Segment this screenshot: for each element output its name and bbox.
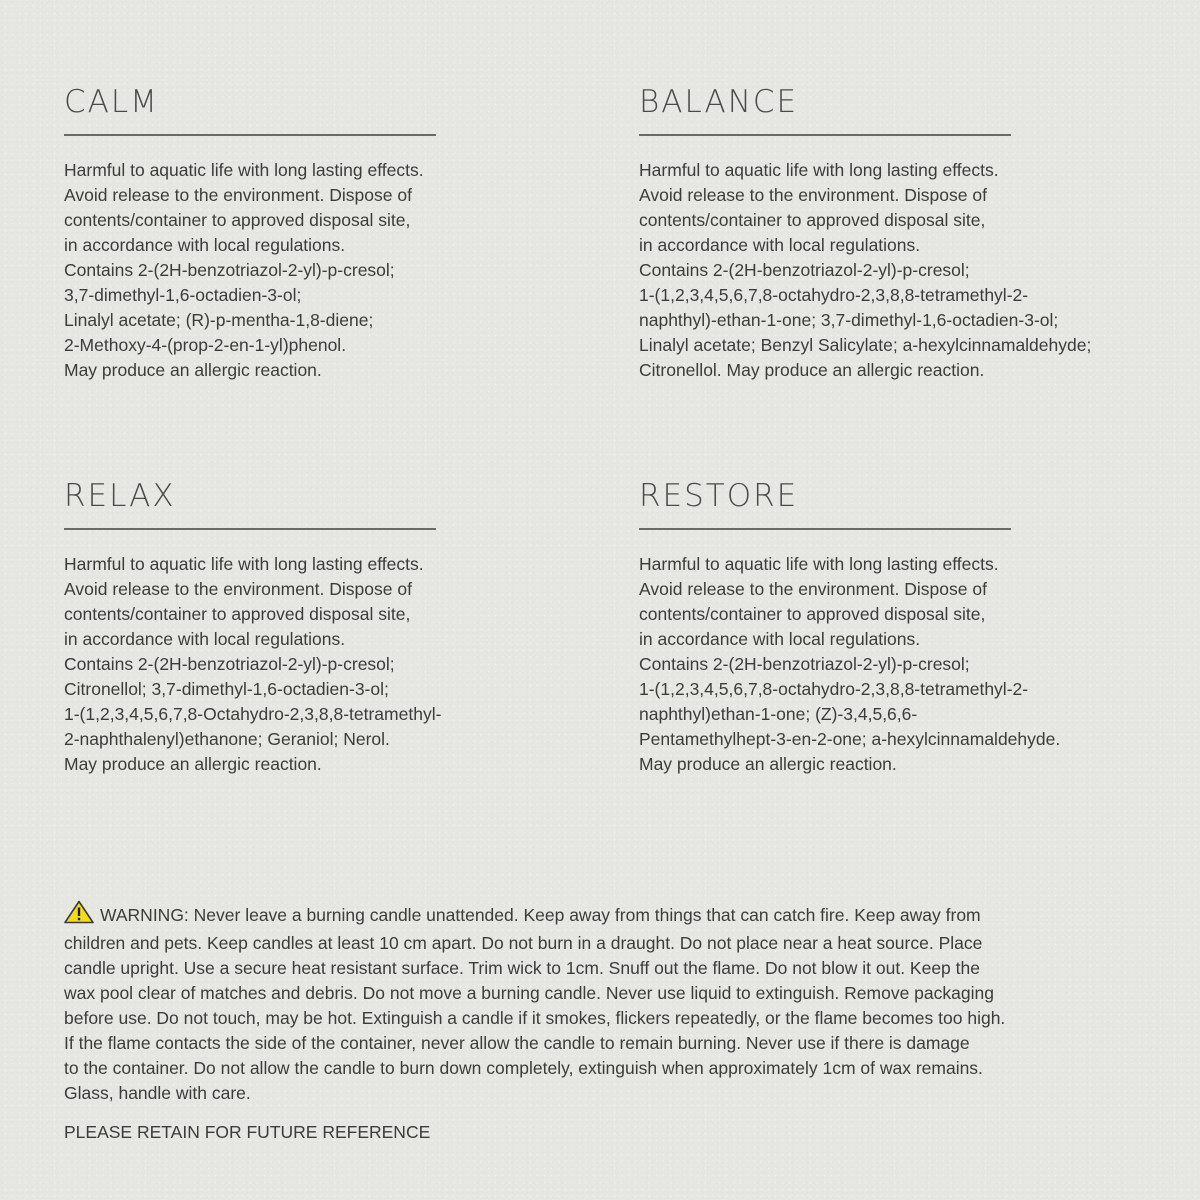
section-body-calm: Harmful to aquatic life with long lasting effects. Avoid release to the environment. Dispose of contents/container to approved disposal site, in accordance with local regulations. Contains 2-(2H-benzotriazol-2-yl)-p-cresol; 3,7-dimethyl-1,6-octadien-3-ol; Linalyl acetate; (R)-p-mentha-1,8-diene; 2-Methoxy-4-(prop-2-en-1-yl)phenol. May produce an allergic reaction. — [64, 160, 424, 380]
section-calm — [64, 82, 584, 383]
section-title-relax: RELAX — [64, 478, 176, 514]
section-title-restore: RESTORE — [639, 478, 799, 514]
warning-block — [64, 900, 1144, 1106]
warning-triangle-icon — [64, 900, 94, 931]
section-restore — [639, 476, 1159, 777]
warning-text: WARNING: Never leave a burning candle unattended. Keep away from things that can catch fire. Keep away from children and pets. Keep candles at least 10 cm apart. Do not burn in a draught. Do not place near a heat source. Place candle upright. Use a secure heat resistant surface. Trim wick to 1cm. Snuff out the flame. Do not blow it out. Keep the wax pool clear of matches and debris. Do not move a burning candle. Never use liquid to extinguish. Remove packaging before use. Do not touch, may be hot. Extinguish a candle if it smokes, flickers repeatedly, or the flame becomes too high. If the flame contacts the side of the container, never allow the candle to remain burning. Never use if there is damage to the container. Do not allow the candle to burn down completely, extinguish when approximately 1cm of wax remains. Glass, handle with care. — [64, 905, 1006, 1103]
section-divider — [64, 134, 436, 136]
section-body-restore: Harmful to aquatic life with long lasting effects. Avoid release to the environment. Dispose of contents/container to approved disposal site, in accordance with local regulations. Contains 2-(2H-benzotriazol-2-yl)-p-cresol; 1-(1,2,3,4,5,6,7,8-octahydro-2,3,8,8-tetramethyl-2- naphthyl)ethan-1-one; (Z)-3,4,5,6,6- Pentamethylhept-3-en-2-one; a-hexylcinnamaldehyde. May produce an allergic reaction. — [639, 554, 1061, 774]
section-divider — [64, 528, 436, 530]
section-divider — [639, 528, 1011, 530]
section-divider — [639, 134, 1011, 136]
section-title-calm: CALM — [64, 84, 159, 120]
section-relax — [64, 476, 584, 777]
section-title-balance: BALANCE — [639, 84, 799, 120]
retain-notice: PLEASE RETAIN FOR FUTURE REFERENCE — [64, 1122, 431, 1142]
section-balance — [639, 82, 1159, 383]
section-body-balance: Harmful to aquatic life with long lasting effects. Avoid release to the environment. Dispose of contents/container to approved disposal site, in accordance with local regulations. Contains 2-(2H-benzotriazol-2-yl)-p-cresol; 1-(1,2,3,4,5,6,7,8-octahydro-2,3,8,8-tetramethyl-2- naphthyl)-ethan-1-one; 3,7-dimethyl-1,6-octadien-3-ol; Linalyl acetate; Benzyl Salicylate; a-hexylcinnamaldehyde; Citronellol. May produce an allergic reaction. — [639, 160, 1092, 380]
section-body-relax: Harmful to aquatic life with long lasting effects. Avoid release to the environment. Dispose of contents/container to approved disposal site, in accordance with local regulations. Contains 2-(2H-benzotriazol-2-yl)-p-cresol; Citronellol; 3,7-dimethyl-1,6-octadien-3-ol; 1-(1,2,3,4,5,6,7,8-Octahydro-2,3,8,8-tetramethyl- 2-naphthalenyl)ethanone; Geraniol; Nerol. May produce an allergic reaction. — [64, 554, 442, 774]
